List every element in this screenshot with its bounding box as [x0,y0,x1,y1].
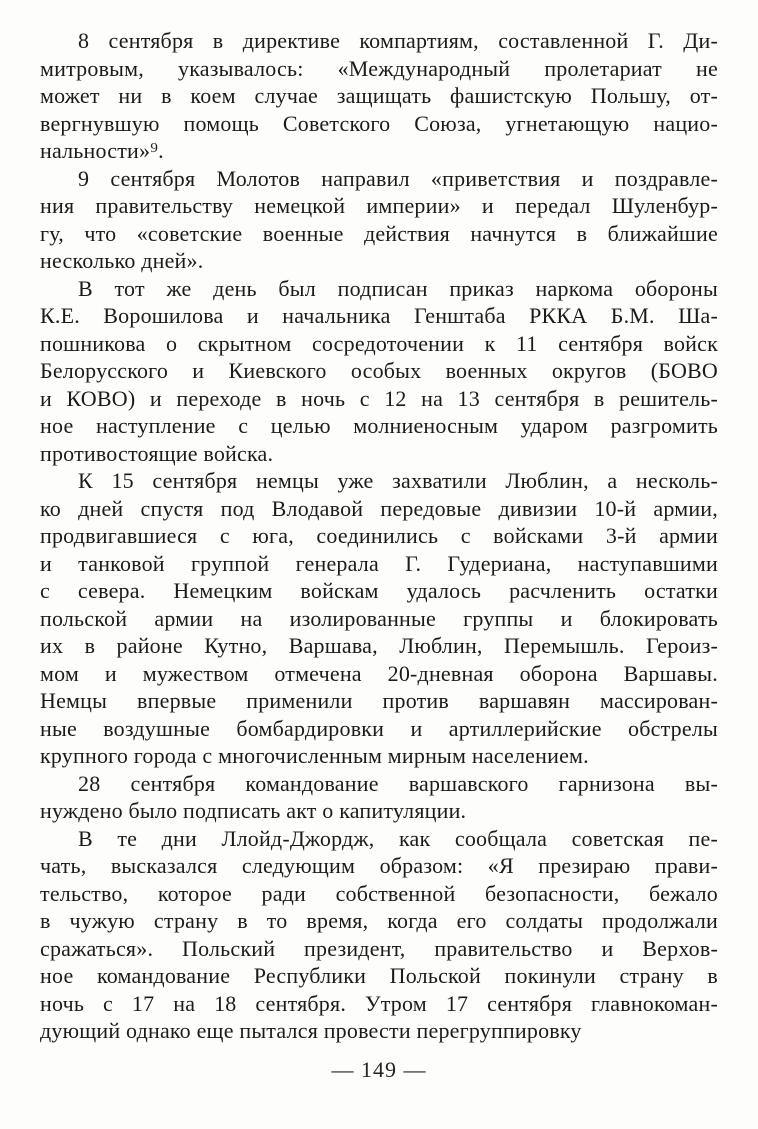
text-line: Белорусского и Киевского особых военных округов (БОВО [40,358,718,383]
text-line: мом и мужеством отмечена 20-дневная оборона Варшавы. [40,660,718,686]
text-line: чать, высказался следующим образом: «Я презираю прави- [40,853,718,878]
text-line: в чужую страну в то время, когда его солдаты продолжали [40,908,718,933]
text-line: сражаться». Польский президент, правительство и Верхов- [40,935,718,961]
text-line: В те дни Ллойд-Джордж, как сообщала советская пе- [78,825,718,851]
text-line: противостоящие войска. [40,440,274,466]
text-line: К.Е. Ворошилова и начальника Генштаба РККА Б.М. Ша- [40,303,718,328]
text-line: ное командование Республики Польской покинули страну в [40,963,718,988]
text-line: 28 сентября командование варшавского гарнизона вы- [78,770,718,796]
text-line: несколько дней». [40,248,204,273]
text-line: тельство, которое ради собственной безопасности, бежало [40,880,718,906]
paragraph [40,825,718,1045]
page-number: — 149 — [331,1057,427,1082]
text-line: вергнувшую помощь Советского Союза, угнетающую нацио- [40,110,718,136]
text-line: ные воздушные бомбардировки и артиллерийские обстрелы [40,715,718,741]
text-line: польской армии на изолированные группы и блокировать [40,605,718,631]
text-line: нальности»⁹. [40,138,164,163]
paragraph [40,770,718,825]
text-line: продвигавшиеся с юга, соединились с войсками 3-й армии [40,523,718,548]
text-line: К 15 сентября немцы уже захватили Люблин, а несколь- [78,468,718,493]
text-line: и КОВО) и переходе в ночь с 12 на 13 сентября в решитель- [40,385,718,411]
text-line: дующий однако еще пытался провести перегруппировку [40,1018,582,1043]
text-line: В тот же день был подписан приказ наркома обороны [78,275,718,301]
text-line: пошникова о скрытном сосредоточении к 11 сентября войск [40,330,718,356]
text-line: ное наступление с целью молниеносным ударом разгромить [40,413,718,438]
text-line: ко дней спустя под Влодавой передовые дивизии 10-й армии, [40,495,718,521]
text-line: митровым, указывалось: «Международный пролетариат не [40,55,718,81]
paragraph [40,467,718,770]
text-line: Немцы впервые применили против варшавян массирован- [40,688,718,713]
text-line: может ни в коем случае защищать фашистскую Польшу, от- [40,83,718,108]
page-text [40,27,718,1045]
text-line: ночь с 17 на 18 сентября. Утром 17 сентября главнокоман- [40,990,718,1016]
text-line: и танковой группой генерала Г. Гудериана, наступавшими [40,550,718,576]
text-line: 9 сентября Молотов направил «приветствия и поздравле- [78,165,718,191]
text-line: с севера. Немецким войскам удалось расчленить остатки [40,578,718,603]
paragraph [40,165,718,275]
paragraph [40,27,718,165]
text-line: нуждено было подписать акт о капитуляции. [40,798,467,823]
text-line: крупного города с многочисленным мирным населением. [40,743,589,768]
text-line: 8 сентября в директиве компартиям, составленной Г. Ди- [78,28,718,53]
text-line: ния правительству немецкой империи» и передал Шуленбур- [40,193,718,218]
text-line: их в районе Кутно, Варшава, Люблин, Перемышль. Героиз- [40,633,718,658]
text-line: гу, что «советские военные действия начнутся в ближайшие [40,220,718,246]
paragraph [40,275,718,468]
